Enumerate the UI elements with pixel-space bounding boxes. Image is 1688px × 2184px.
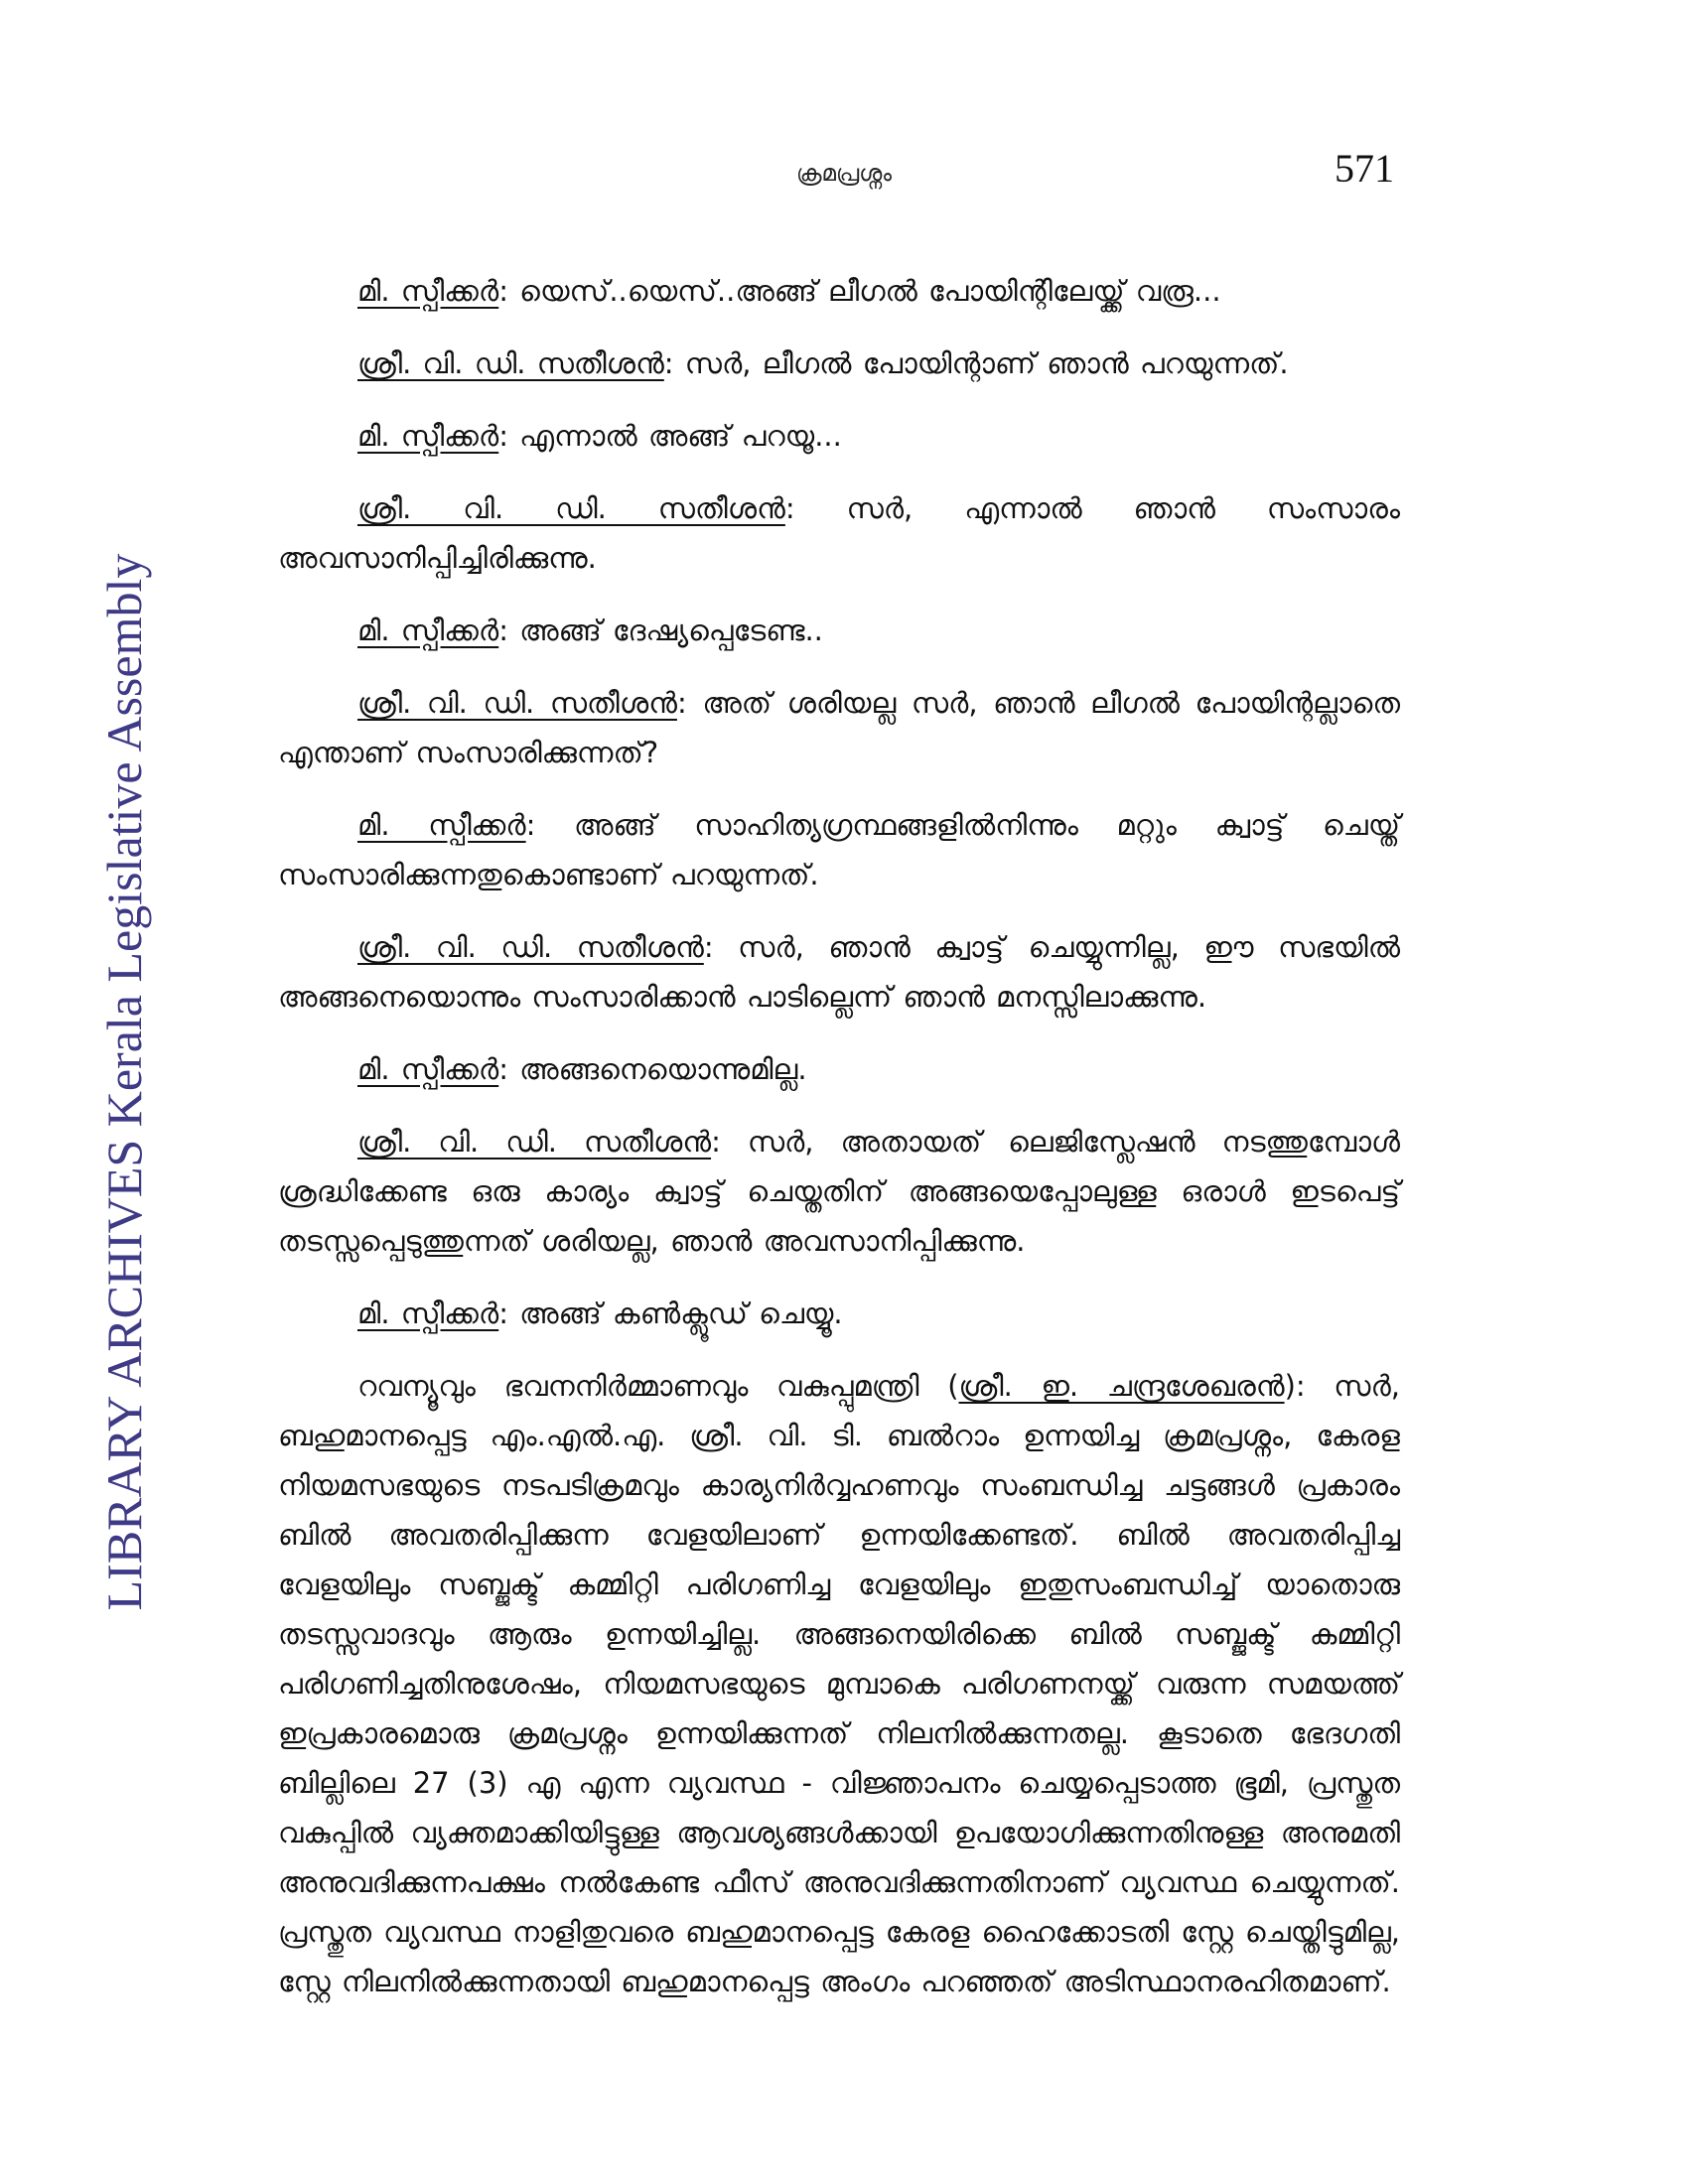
running-title: ക്രമപ്രശ്നം <box>795 161 892 187</box>
paragraph: ശ്രീ. വി. ഡി. സതീശൻ: സർ, എന്നാൽ ഞാൻ സംസാരം അവസാനിപ്പിച്ചിരിക്കുന്നു. <box>278 491 1400 575</box>
paragraph: ശ്രീ. വി. ഡി. സതീശൻ: സർ, ഞാൻ ക്വാട്ട് ചെയ്യുന്നില്ല, ഈ സഭയിൽ അങ്ങനെയൊന്നും സംസാരിക്കാൻ പാടില്ലെന്ന് ഞാൻ മനസ്സിലാക്കുന്നു. <box>278 930 1400 1014</box>
speaker-name: ശ്രീ. വി. ഡി. സതീശൻ <box>357 1125 712 1159</box>
paragraph <box>278 1361 1400 2006</box>
speech-text: എന്നാൽ അങ്ങ് പറയൂ... <box>507 419 842 453</box>
speech-text: അങ്ങനെയൊന്നുമില്ല. <box>507 1052 807 1086</box>
speech-text: യെസ്..യെസ്..അങ്ങ് ലീഗൽ പോയിന്റിലേയ്ക്ക് വരൂ... <box>507 274 1221 308</box>
speaker-name: മി. സ്പീക്കർ <box>357 1297 499 1330</box>
speaker-name: ശ്രീ. വി. ഡി. സതീശൻ <box>357 930 704 964</box>
page-number: 571 <box>1335 146 1394 191</box>
speaker-name: ശ്രീ. വി. ഡി. സതീശൻ <box>357 686 677 720</box>
speaker-name: മി. സ്പീക്കർ <box>357 274 499 308</box>
speaker-name: ശ്രീ. വി. ഡി. സതീശൻ <box>357 346 664 380</box>
paragraph: മി. സ്പീക്കർ: എന്നാൽ അങ്ങ് പറയൂ... <box>357 419 842 453</box>
speech-text: സർ, ലീഗൽ പോയിന്റാണ് ഞാൻ പറയുന്നത്. <box>673 346 1289 380</box>
speech-text: അങ്ങ് സാഹിത്യഗ്രന്ഥങ്ങളിൽനിന്നും മറ്റും ക്വാട്ട് ചെയ്ത് സംസാരിക്കുന്നതുകൊണ്ടാണ് പറയുന്നത്. <box>278 808 1400 891</box>
speech-text: അങ്ങ് ദേഷ്യപ്പെടേണ്ട.. <box>507 614 823 647</box>
paragraph: ശ്രീ. വി. ഡി. സതീശൻ: അത് ശരിയല്ല സർ, ഞാൻ ലീഗൽ പോയിന്റല്ലാതെ എന്താണ് സംസാരിക്കുന്നത്? <box>278 686 1400 769</box>
paragraph: മി. സ്പീക്കർ: യെസ്..യെസ്..അങ്ങ് ലീഗൽ പോയിന്റിലേയ്ക്ക് വരൂ... <box>357 274 1221 308</box>
speaker-name: ശ്രീ. വി. ഡി. സതീശൻ <box>357 491 785 525</box>
paragraph: ശ്രീ. വി. ഡി. സതീശൻ: സർ, അതായത് ലെജിസ്ലേഷൻ നടത്തുമ്പോൾ ശ്രദ്ധിക്കേണ്ട ഒരു കാര്യം ക്വാട്ട് ചെയ്തതിന് അങ്ങയെപ്പോലുള്ള ഒരാൾ ഇടപെട്ട് തടസ്സപ്പെടുത്തുന്നത് ശരിയല്ല, ഞാൻ അവസാനിപ്പിക്കുന്നു. <box>278 1125 1400 1258</box>
speech-text: അത് ശരിയല്ല സർ, ഞാൻ ലീഗൽ പോയിന്റല്ലാതെ എന്താണ് സംസാരിക്കുന്നത്? <box>278 686 1400 769</box>
paragraph: ശ്രീ. വി. ഡി. സതീശൻ: സർ, ലീഗൽ പോയിന്റാണ് ഞാൻ പറയുന്നത്. <box>357 346 1289 380</box>
paragraph: മി. സ്പീക്കർ: അങ്ങനെയൊന്നുമില്ല. <box>357 1052 807 1086</box>
speaker-name: മി. സ്പീക്കർ <box>357 808 526 842</box>
paragraph: മി. സ്പീക്കർ: അങ്ങ് കൺക്ലൂഡ് ചെയ്യൂ. <box>357 1297 843 1330</box>
speech-text: സർ, അതായത് ലെജിസ്ലേഷൻ നടത്തുമ്പോൾ ശ്രദ്ധിക്കേണ്ട ഒരു കാര്യം ക്വാട്ട് ചെയ്തതിന് അങ്ങയെപ്പോലുള്ള ഒരാൾ ഇടപെട്ട് തടസ്സപ്പെടുത്തുന്നത് ശരിയല്ല, ഞാൻ അവസാനിപ്പിക്കുന്നു. <box>278 1125 1400 1258</box>
speech-text: സർ, എന്നാൽ ഞാൻ സംസാരം അവസാനിപ്പിച്ചിരിക്കുന്നു. <box>278 491 1400 575</box>
paragraph: മി. സ്പീക്കർ: അങ്ങ് സാഹിത്യഗ്രന്ഥങ്ങളിൽനിന്നും മറ്റും ക്വാട്ട് ചെയ്ത് സംസാരിക്കുന്നതുകൊണ്ടാണ് പറയുന്നത്. <box>278 808 1400 891</box>
speaker-name: മി. സ്പീക്കർ <box>357 1052 499 1086</box>
paragraph: മി. സ്പീക്കർ: അങ്ങ് ദേഷ്യപ്പെടേണ്ട.. <box>357 614 823 647</box>
page-body <box>278 266 1400 2029</box>
speech-text: സർ, ഞാൻ ക്വാട്ട് ചെയ്യുന്നില്ല, ഈ സഭയിൽ അങ്ങനെയൊന്നും സംസാരിക്കാൻ പാടില്ലെന്ന് ഞാൻ മനസ്സിലാക്കുന്നു. <box>278 930 1400 1014</box>
side-watermark: LIBRARY ARCHIVES Kerala Legislative Assembly <box>96 553 152 1611</box>
speaker-name: ശ്രീ. ഇ. ചന്ദ്രശേഖരൻ <box>958 1369 1285 1403</box>
speaker-name: മി. സ്പീക്കർ <box>357 419 499 453</box>
speech-text: അങ്ങ് കൺക്ലൂഡ് ചെയ്യൂ. <box>507 1297 843 1330</box>
speech-lead: റവന്യൂവും ഭവനനിർമ്മാണവും വകുപ്പുമന്ത്രി ( <box>357 1369 959 1403</box>
speaker-name: മി. സ്പീക്കർ <box>357 614 499 647</box>
speech-text: ): സർ, ബഹുമാനപ്പെട്ട എം.എൽ.എ. ശ്രീ. വി. ടി. ബൽറാം ഉന്നയിച്ച ക്രമപ്രശ്നം, കേരള നിയമസഭയുടെ നടപടിക്രമവും കാര്യനിർവ്വഹണവും സംബന്ധിച്ച ചട്ടങ്ങൾ പ്രകാരം ബിൽ അവതരിപ്പിക്കുന്ന വേളയിലാണ് ഉന്നയിക്കേണ്ടത്. ബിൽ അവതരിപ്പിച്ച വേളയിലും സബ്ജക്ട് കമ്മിറ്റി പരിഗണിച്ച വേളയിലും ഇതുസംബന്ധിച്ച് യാതൊരു തടസ്സവാദവും ആരും ഉന്നയിച്ചില്ല. അങ്ങനെയിരിക്കെ ബിൽ സബ്ജക്ട് കമ്മിറ്റി പരിഗണിച്ചതിനുശേഷം, നിയമസഭയുടെ മുമ്പാകെ പരിഗണനയ്ക്ക് വരുന്ന സമയത്ത് ഇപ്രകാരമൊരു ക്രമപ്രശ്നം ഉന്നയിക്കുന്നത് നിലനിൽക്കുന്നതല്ല. കൂടാതെ ഭേദഗതി ബില്ലിലെ 27 (3) എ എന്ന വ്യവസ്ഥ - വിജ്ഞാപനം ചെയ്യപ്പെടാത്ത ഭൂമി, പ്രസ്തുത വകുപ്പിൽ വ്യക്തമാക്കിയിട്ടുള്ള ആവശ്യങ്ങൾക്കായി ഉപയോഗിക്കുന്നതിനുള്ള അനുമതി അനുവദിക്കുന്നപക്ഷം നൽകേണ്ട ഫീസ് അനുവദിക്കുന്നതിനാണ് വ്യവസ്ഥ ചെയ്യുന്നത്. പ്രസ്തുത വ്യവസ്ഥ നാളിതുവരെ ബഹുമാനപ്പെട്ട കേരള ഹൈക്കോടതി സ്റ്റേ ചെയ്തിട്ടുമില്ല, സ്റ്റേ നിലനിൽക്കുന്നതായി ബഹുമാനപ്പെട്ട അംഗം പറഞ്ഞത് അടിസ്ഥാനരഹിതമാണ്. <box>278 1369 1401 1998</box>
